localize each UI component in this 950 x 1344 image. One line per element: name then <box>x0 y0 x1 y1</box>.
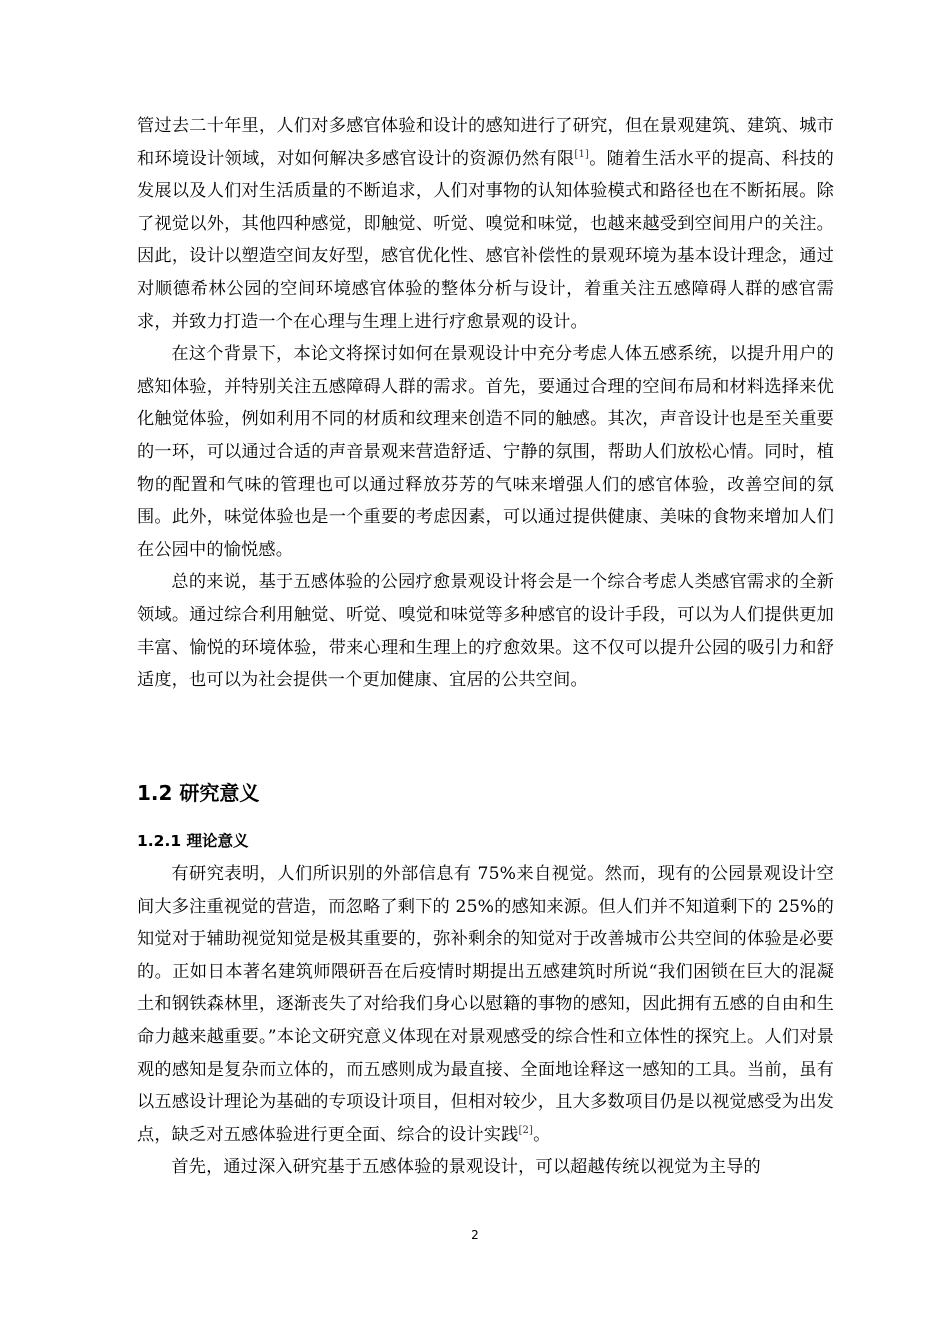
section-text-block <box>137 858 834 1184</box>
page-number: 2 <box>471 1228 479 1242</box>
citation-ref-1: [1] <box>574 148 590 160</box>
citation-ref-2: [2] <box>518 1124 534 1136</box>
section-paragraph-1 <box>137 858 834 1151</box>
section-heading: 1.2 研究意义 <box>137 781 260 805</box>
section-paragraph-1-text-a: 有研究表明，人们所识别的外部信息有 75%来自视觉。然而，现有的公园景观设计空间大多注重视觉的营造，而忽略了剩下的 25%的感知来源。但人们并不知道剩下的 25%的知觉对于辅助视觉知觉是极其重要的，弥补剩余的知觉对于改善城市公共空间的体验是必要的。正如日本著名建筑师隈研吾在后疫情时期提出五感建筑时所说“我们困锁在巨大的混凝土和钢铁森林里，逐渐丧失了对给我们身心以慰籍的事物的感知，因此拥有五感的自由和生命力越来越重要。”本论文研究意义体现在对景观感受的综合性和立体性的探究上。人们对景观的感知是复杂而立体的，而五感则成为最直接、全面地诠释这一感知的工具。当前，虽有以五感设计理论为基础的专项设计项目，但相对较少，且大多数项目仍是以视觉感受为出发点，缺乏对五感体验进行更全面、综合的设计实践 <box>137 864 834 1145</box>
subsection-heading: 1.2.1 理论意义 <box>137 832 249 850</box>
intro-paragraph-3: 总的来说，基于五感体验的公园疗愈景观设计将会是一个综合考虑人类感官需求的全新领域。通过综合利用触觉、听觉、嗅觉和味觉等多种感官的设计手段，可以为人们提供更加丰富、愉悦的环境体验，带来心理和生理上的疗愈效果。这不仅可以提升公园的吸引力和舒适度，也可以为社会提供一个更加健康、宜居的公共空间。 <box>137 572 834 691</box>
intro-text-block <box>137 110 834 697</box>
section-paragraph-1-text-b: 。 <box>533 1124 551 1145</box>
intro-paragraph-2: 在这个背景下，本论文将探讨如何在景观设计中充分考虑人体五感系统，以提升用户的感知体验，并特别关注五感障碍人群的需求。首先，要通过合理的空间布局和材料选择来优化触觉体验，例如利用不同的材质和纹理来创造不同的触感。其次，声音设计也是至关重要的一环，可以通过合适的声音景观来营造舒适、宁静的氛围，帮助人们放松心情。同时，植物的配置和气味的管理也可以通过释放芬芳的气味来增强人们的感官体验，改善空间的氛围。此外，味觉体验也是一个重要的考虑因素，可以通过提供健康、美味的食物来增加人们在公园中的愉悦感。 <box>137 344 834 560</box>
intro-paragraph-1-text-b: 。随着生活水平的提高、科技的发展以及人们对生活质量的不断追求，人们对事物的认知体验模式和路径也在不断拓展。除了视觉以外，其他四种感觉，即触觉、听觉、嗅觉和味觉，也越来越受到空间用户的关注。因此，设计以塑造空间友好型，感官优化性、感官补偿性的景观环境为基本设计理念，通过对顺德希林公园的空间环境感官体验的整体分析与设计，着重关注五感障碍人群的感官需求，并致力打造一个在心理与生理上进行疗愈景观的设计。 <box>137 148 834 332</box>
section-paragraph-2: 首先，通过深入研究基于五感体验的景观设计，可以超越传统以视觉为主导的 <box>171 1157 761 1178</box>
intro-paragraph-1-text-a: 管过去二十年里，人们对多感官体验和设计的感知进行了研究，但在景观建筑、建筑、城市和环境设计领域，对如何解决多感官设计的资源仍然有限 <box>137 116 834 169</box>
intro-paragraph-1 <box>137 110 834 338</box>
